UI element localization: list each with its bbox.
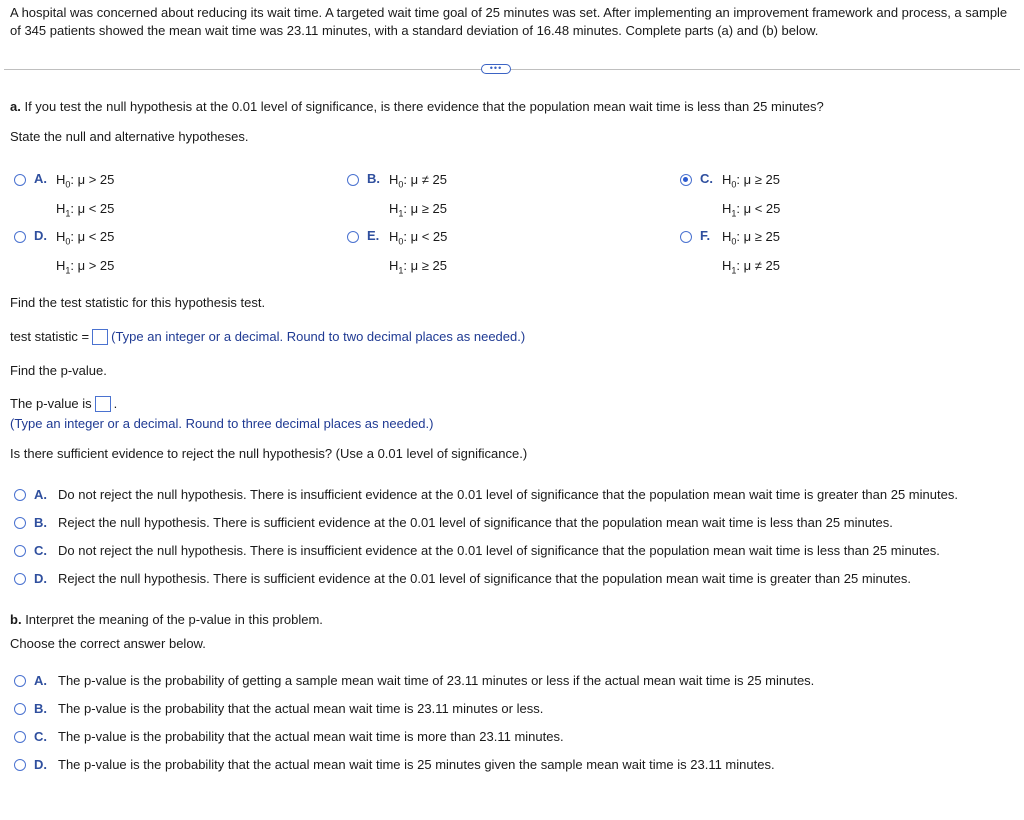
part-a-question xyxy=(10,98,824,116)
part-b-text: Interpret the meaning of the p-value in this problem. xyxy=(25,612,323,627)
null-hypothesis: $H_0$: μ ≥ 25 xyxy=(722,172,780,190)
option-text: The p-value is the probability that the actual mean wait time is 23.11 minutes or less. xyxy=(58,701,544,716)
reject-question: Is there sufficient evidence to reject the null hypothesis? (Use a 0.01 level of significance.) xyxy=(10,446,528,461)
radio-button[interactable] xyxy=(14,573,26,585)
part-b-instruction: Choose the correct answer below. xyxy=(10,636,206,651)
option-letter: A. xyxy=(34,487,47,502)
option-letter: B. xyxy=(34,515,47,530)
hypothesis-option-a[interactable] xyxy=(14,171,114,225)
expand-more-button[interactable]: ••• xyxy=(481,64,511,74)
option-letter: B. xyxy=(34,701,47,716)
option-text: Reject the null hypothesis. There is sufficient evidence at the 0.01 level of significance that the population mean wait time is greater than 25 minutes. xyxy=(58,571,911,586)
radio-button[interactable] xyxy=(14,545,26,557)
p-value-label: The p-value is xyxy=(10,396,92,411)
part-a-label: a. xyxy=(10,99,21,114)
option-text: Do not reject the null hypothesis. There is insufficient evidence at the 0.01 level of significance that the population mean wait time is greater than 25 minutes. xyxy=(58,487,958,502)
part-b-label: b. xyxy=(10,612,22,627)
alt-hypothesis: $H_1$: μ < 25 xyxy=(56,200,115,219)
null-hypothesis: $H_0$: μ < 25 xyxy=(389,229,448,247)
p-value-hint: (Type an integer or a decimal. Round to three decimal places as needed.) xyxy=(10,416,434,431)
reject-option-b[interactable] xyxy=(14,514,893,532)
find-test-statistic: Find the test statistic for this hypothesis test. xyxy=(10,295,266,310)
alt-hypothesis: $H_1$: μ < 25 xyxy=(722,200,781,219)
option-text: Reject the null hypothesis. There is sufficient evidence at the 0.01 level of significance that the population mean wait time is less than 25 minutes. xyxy=(58,515,893,530)
option-text: The p-value is the probability that the actual mean wait time is more than 23.11 minutes. xyxy=(58,729,564,744)
option-text: The p-value is the probability that the actual mean wait time is 25 minutes given the sample mean wait time is 23.11 minutes. xyxy=(58,757,775,772)
alt-hypothesis: $H_1$: μ ≠ 25 xyxy=(722,257,780,276)
option-letter: A. xyxy=(34,171,47,186)
option-letter: D. xyxy=(34,228,47,243)
option-text: Do not reject the null hypothesis. There is insufficient evidence at the 0.01 level of significance that the population mean wait time is less than 25 minutes. xyxy=(58,543,940,558)
radio-button[interactable] xyxy=(14,731,26,743)
test-statistic-label: test statistic = xyxy=(10,329,90,344)
hypothesis-option-e[interactable] xyxy=(347,228,447,282)
option-letter: C. xyxy=(700,171,713,186)
null-hypothesis: $H_0$: μ ≥ 25 xyxy=(722,229,780,247)
radio-button[interactable] xyxy=(14,759,26,771)
hypothesis-option-f[interactable] xyxy=(680,228,780,282)
p-value-input[interactable] xyxy=(95,396,111,412)
test-statistic-input[interactable] xyxy=(92,329,108,345)
alt-hypothesis: $H_1$: μ > 25 xyxy=(56,257,115,276)
option-letter: B. xyxy=(367,171,380,186)
option-letter: E. xyxy=(367,228,380,243)
radio-button[interactable] xyxy=(14,703,26,715)
part-b-question xyxy=(10,611,323,629)
test-statistic-row xyxy=(10,328,525,346)
hypothesis-option-b[interactable] xyxy=(347,171,447,225)
hypothesis-option-c[interactable] xyxy=(680,171,780,225)
p-value-row: The p-value is . xyxy=(10,396,118,411)
radio-button[interactable] xyxy=(680,231,692,243)
null-hypothesis: $H_0$: μ > 25 xyxy=(56,172,115,190)
reject-option-a[interactable] xyxy=(14,486,958,504)
pvalue-option-d[interactable] xyxy=(14,756,775,774)
alt-hypothesis: $H_1$: μ ≥ 25 xyxy=(389,257,447,276)
option-letter: D. xyxy=(34,571,47,586)
pvalue-option-c[interactable] xyxy=(14,728,564,746)
option-letter: D. xyxy=(34,757,47,772)
problem-statement: A hospital was concerned about reducing its wait time. A targeted wait time goal of 25 minutes was set. After implementing an improvement framework and process, a sample of 345 patients showed the mean wait time was 23.11 minutes, with a standard deviation of 16.48 minutes. Complete parts (a) and (b) below. xyxy=(10,5,1008,38)
part-a-instruction: State the null and alternative hypotheses. xyxy=(10,129,249,144)
radio-button[interactable] xyxy=(14,675,26,687)
reject-option-c[interactable] xyxy=(14,542,940,560)
radio-button-selected[interactable] xyxy=(680,174,692,186)
option-letter: C. xyxy=(34,729,47,744)
radio-button[interactable] xyxy=(14,517,26,529)
reject-option-d[interactable] xyxy=(14,570,911,588)
part-a-text: If you test the null hypothesis at the 0.01 level of significance, is there evidence that the population mean wait time is less than 25 minutes? xyxy=(24,99,824,114)
radio-button[interactable] xyxy=(347,231,359,243)
option-letter: A. xyxy=(34,673,47,688)
test-statistic-hint: (Type an integer or a decimal. Round to two decimal places as needed.) xyxy=(111,329,526,344)
option-text: The p-value is the probability of getting a sample mean wait time of 23.11 minutes or less if the actual mean wait time is 25 minutes. xyxy=(58,673,815,688)
alt-hypothesis: $H_1$: μ ≥ 25 xyxy=(389,200,447,219)
radio-button[interactable] xyxy=(14,174,26,186)
pvalue-option-a[interactable] xyxy=(14,672,814,690)
radio-button[interactable] xyxy=(14,231,26,243)
option-letter: C. xyxy=(34,543,47,558)
pvalue-option-b[interactable] xyxy=(14,700,543,718)
hypothesis-option-d[interactable] xyxy=(14,228,114,282)
radio-button[interactable] xyxy=(347,174,359,186)
divider xyxy=(4,69,1020,70)
find-p-value: Find the p-value. xyxy=(10,363,107,378)
option-letter: F. xyxy=(700,228,711,243)
radio-button[interactable] xyxy=(14,489,26,501)
null-hypothesis: $H_0$: μ < 25 xyxy=(56,229,115,247)
null-hypothesis: $H_0$: μ ≠ 25 xyxy=(389,172,447,190)
